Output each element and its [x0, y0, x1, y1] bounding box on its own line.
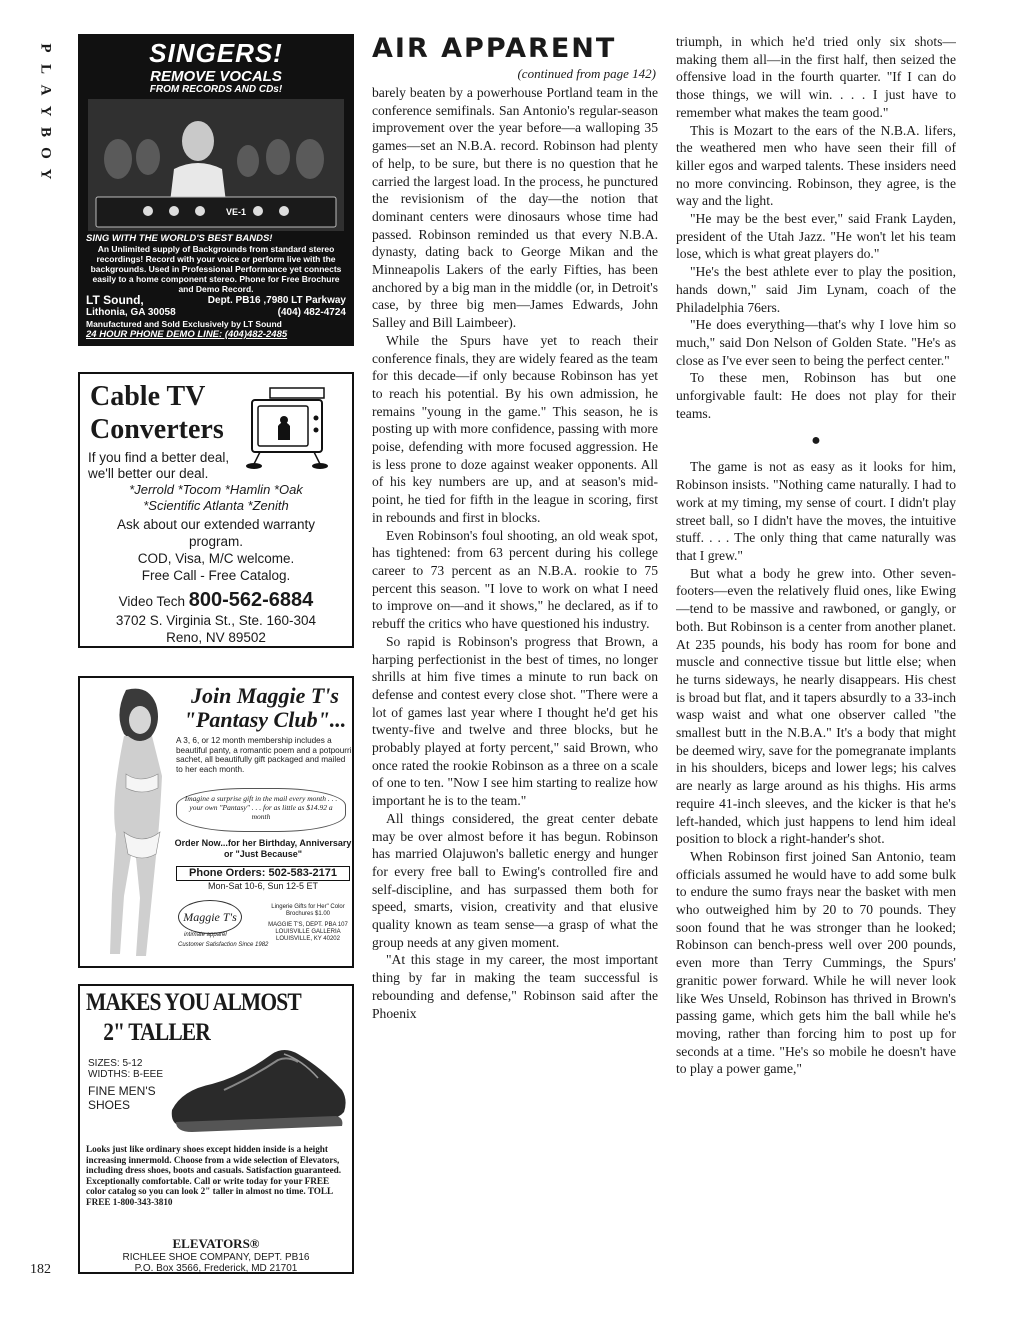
article-paragraph: "He's the best athlete ever to play the position, hands down," said Jim Lynam, coach of the Philadelphia 76ers.	[676, 264, 956, 315]
article-column-1	[372, 84, 658, 1260]
ad-maggie-phone[interactable]: Phone Orders: 502-583-2171	[176, 866, 350, 881]
ad-cable-deal	[88, 450, 229, 482]
ad-elevators[interactable]	[78, 984, 354, 1274]
ad-singers-city-row	[80, 307, 352, 319]
article-paragraph: Even Robinson's foul shooting, an old weak spot, has tightened: from 63 percent during his college career to 73 percent as an N.B.A. rookie to 75 percent this season. "I love to work on what I need to improve on—and it shows," he declared, as if to rebuff the critics who have questioned his industry.	[372, 527, 658, 632]
shoe-icon	[164, 1040, 350, 1145]
masthead-letter: Y	[37, 168, 54, 181]
ad-maggie-logo: Maggie T's	[178, 900, 242, 934]
model-photo	[88, 682, 178, 968]
ad-cable-warranty-line2: program.	[188, 534, 244, 549]
ad-elevators-body: Looks just like ordinary shoes except hidden inside is a height increasing innermold. Choose from a wide selection of Elevators, including dress shoes, boots and casuals. Satisfaction guaranteed. Exceptionally comfortable. Call or write today for your FREE color catalog so you can look 2" taller in almost no time. TOLL FREE 1-800-343-3810	[86, 1144, 342, 1207]
ad-singers-phone[interactable]: (404) 482-4724	[277, 307, 346, 318]
article-paragraph: "At this stage in my career, the most important thing by far in making the team successful is rebounding and defense," Robinson said after the Phoenix	[372, 952, 658, 1021]
ad-cable-street: 3702 S. Virginia St., Ste. 160-304	[115, 613, 317, 628]
ad-singers-subtitle: REMOVE VOCALS	[150, 68, 282, 85]
ad-elevators-title	[86, 988, 301, 1048]
ad-maggie-since: Customer Satisfaction Since 1982	[178, 942, 269, 948]
singer-photo	[88, 99, 344, 231]
article-paragraph: To these men, Robinson has but one unforgivable fault: He does not play for their teams.	[676, 370, 956, 421]
article-paragraph: The game is not as easy as it looks for him, Robinson insists. "Nothing came naturally. I had to work at my timing, my sense of court. I didn't play street ball, so I didn't have the moves, the intuitive stuff. . . . The only thing that came naturally was that I grew."	[676, 459, 956, 563]
ad-elevators-fine	[88, 1084, 156, 1112]
page-number: 182	[30, 1262, 51, 1277]
article-continued: (continued from page 142)	[517, 66, 656, 81]
masthead-letter: L	[37, 63, 54, 75]
ad-maggie-address: MAGGIE T'S, DEPT. PBA 107 LOUISVILLE GALLERIA LOUISVILLE, KY 40202	[268, 922, 348, 942]
tv-illustration-icon	[240, 386, 334, 477]
ad-maggie-order: Order Now...for her Birthday, Anniversary or "Just Because"	[174, 838, 352, 859]
article-column-2	[676, 33, 956, 1287]
ad-singers-city: Lithonia, GA 30058	[86, 307, 176, 318]
ad-elevators-title-line1: MAKES YOU ALMOST	[86, 989, 301, 1016]
masthead-letter: B	[37, 126, 54, 138]
ad-maggie-quote: Imagine a surprise gift in the mail every month . . . your own "Pantasy" . . . for as little as $14.92 a month	[176, 788, 346, 832]
ad-elevators-fine-line2: SHOES	[88, 1098, 131, 1112]
ad-cable-payment: COD, Visa, M/C welcome.	[137, 551, 295, 566]
article-paragraph: While the Spurs have yet to reach their conference finals, they are widely feared as the team for this decade—if only because Robinson has yet to reach his potential. By his own admission, he remains "young in the game." This season, he is posting up with more confidence, passing with more poise, defending with more focused aggression. He is less prone to doze against weaker opponents. All of his key numbers are up, and at season's mid-point, he tied for fifth in the league in scoring, first in rebounds and first in blocks.	[372, 332, 658, 525]
ad-singers-company-row	[80, 294, 352, 307]
article-paragraph: "He does everything—that's why I love him so much," said Don Nelson of Golden State. "He's as close as I've ever seen to being the perfect center."	[676, 317, 956, 368]
article-paragraph: All things considered, the great center debate may be over almost before it has begun. Robinson has married Olajuwon's balletic energy and hunger for every free ball to Ewing's controlled fire and self-discipline, and has surpassed them both for speed, smarts, vision, creativity and that elusive quality known as team sense—a grasp of what the group needs at any given moment.	[372, 810, 658, 950]
ad-maggie-logo-sub: intimate apparel	[184, 932, 227, 938]
ad-maggie-hours: Mon-Sat 10-6, Sun 12-5 ET	[207, 881, 319, 891]
masthead-letter: Y	[37, 105, 54, 118]
ad-singers-tagline: SING WITH THE WORLD'S BEST BANDS!	[86, 233, 273, 244]
masthead-letter: P	[37, 43, 54, 54]
ad-cable-deal-line1: If you find a better deal,	[88, 450, 230, 465]
ad-cable-address	[80, 612, 352, 646]
ad-elevators-company: RICHLEE SHOE COMPANY, DEPT. PB16	[122, 1252, 310, 1263]
ad-singers-subtitle2: FROM RECORDS AND CDs!	[149, 84, 283, 95]
section-break-bullet: ●	[811, 432, 821, 450]
article-paragraph: triumph, in which he'd tried only six shots—making them all—in the first half, then seized the offensive load in the fourth quarter. "If I can do those things, we will win. . . . I just have to remember what makes the team good."	[676, 34, 956, 120]
article-headline: AIR APPARENT	[372, 33, 617, 64]
article-paragraph: But what a body he grew into. Other seven-footers—even the relatively fluid ones, like Ewing—tend to be massive and rawboned, or gangly, or both. But Robinson is a center from another planet. At 235 pounds, his body has room for bone and muscle and connective tissue but little else; when he turns sideways, he nearly disappears. His chest is broad but flat, and it tapers absurdly to a 33-inch wasp waist and what one observer called "the smallest butt in the N.B.A." It's a body that might be deemed wiry, save for the pomegranate implants in his shoulders, biceps and lower legs; his calves are nearly as large around as his thighs. His arms require 41-inch sleeves, and the kicker is that he's left-handed, which just happens to lend him ideal position to block a right-hander's shot.	[676, 565, 956, 847]
article-paragraph: When Robinson first joined San Antonio, team officials assumed he would have to add some bulk to endure the sumo frays near the basket with men who outweighed him by 20 to 70 pounds. They soon found that he was stronger than he looked; Robinson can bench-press well over 200 pounds, even more than Terry Cummings, the Spurs' granitic power forward. While he will never look like Wes Unseld, Robinson has thrived in Brown's passing game, which gets him the ball while he's moving, rather than forcing him to post up for seconds at a time. "He's so mobile he doesn't have to play a power game,"	[676, 848, 956, 1077]
ad-singers-manufactured: Manufactured and Sold Exclusively by LT Sound	[86, 319, 282, 329]
ad-singers-company: LT Sound,	[86, 293, 144, 307]
article-paragraph: barely beaten by a powerhouse Portland team in the conference semifinals. San Antonio's regular-season improvement over the year before—a walloping 35 games—set an N.B.A. record. Robinson had plenty of help, to be sure, but there is no question that he carried the largest load. In the process, he punctured the revisionism of the day—the notion that dominant centers were dinosaurs whose time had passed. Robinson reminded us that every N.B.A. dynasty, dating back to George Mikan and the Minneapolis Lakers of the early Fifties, has been anchored by a big man in the middle (or, in Detroit's case, by three big men—James Edwards, John Salley and Bill Laimbeer).	[372, 85, 658, 331]
ad-elevators-title-line2: 2" TALLER	[103, 1019, 210, 1046]
svg-text:VE-1: VE-1	[226, 207, 247, 217]
ad-singers-title: SINGERS!	[149, 38, 283, 68]
ad-cable-brands	[80, 482, 352, 514]
ad-cable-brands-line2: *Scientific Atlanta *Zenith	[143, 498, 289, 513]
ad-cable-free: Free Call - Free Catalog.	[141, 568, 291, 583]
article-paragraph: This is Mozart to the ears of the N.B.A. lifers, the weathered men who have seen their fill of killer egos and warped talents. These insiders need no more convincing. Robinson, they agree, is the way and the light.	[676, 122, 956, 209]
ad-maggie-desc: A 3, 6, or 12 month membership includes a beautiful panty, a romantic poem and a potpourri sachet, all beautifully gift packaged and mailed to her each month.	[176, 736, 352, 774]
ad-maggie-title: Join Maggie T's "Pantasy Club"...	[183, 683, 347, 732]
masthead-letter: O	[37, 147, 54, 160]
ad-elevators-brand: ELEVATORS®	[172, 1236, 260, 1251]
ad-cable-warranty-line1: Ask about our extended warranty	[116, 517, 316, 532]
article-paragraph: So rapid is Robinson's progress that Brown, a harping perfectionist in the best of times, no longer shrills at him five times a minute to run back on defense and contest every close shot. "There were a lot of games last year where I thought he'd get his twenty-five and twelve and three blocks, but he probably played at forty percent," said Brown, who once rated the rookie Robinson as a three on a scale of one to ten. "Now I see him starting to realize how important he is to the team."	[372, 633, 658, 809]
ad-singers-demo-line[interactable]: 24 HOUR PHONE DEMO LINE: (404)482-2485	[86, 329, 288, 340]
ad-maggie-pantasy[interactable]	[78, 676, 354, 968]
masthead	[34, 38, 56, 185]
ad-cable-contact	[80, 588, 352, 614]
ad-cable-warranty	[80, 516, 352, 584]
masthead-letter: A	[37, 84, 54, 97]
ad-cable-company: Video Tech	[118, 594, 185, 609]
ad-cable-tv[interactable]	[78, 372, 354, 648]
ad-singers[interactable]	[78, 34, 354, 346]
ad-elevators-sizes: SIZES: 5-12	[88, 1058, 143, 1069]
ad-cable-brands-line1: *Jerrold *Tocom *Hamlin *Oak	[129, 482, 303, 497]
ad-elevators-address: P.O. Box 3566, Frederick, MD 21701	[134, 1263, 298, 1274]
ad-maggie-catalog: Lingerie Gifts for Her" Color Brochures $1.00	[271, 904, 345, 917]
ad-elevators-widths: WIDTHS: B-EEE	[88, 1069, 164, 1080]
ad-cable-title-line1: Cable TV	[90, 381, 206, 412]
ad-elevators-fine-line1: FINE MEN'S	[88, 1084, 156, 1098]
ad-cable-title-line2: Converters	[90, 414, 224, 445]
ad-cable-city: Reno, NV 89502	[166, 630, 266, 645]
ad-cable-title	[90, 380, 224, 446]
ad-cable-deal-line2: we'll better our deal.	[88, 466, 209, 481]
article-paragraph: "He may be the best ever," said Frank Layden, president of the Utah Jazz. "He won't let his team lose, which is what great players do."	[676, 211, 956, 262]
ad-singers-dept: Dept. PB16 ,7980 LT Parkway	[207, 295, 346, 306]
ad-cable-phone[interactable]: 800-562-6884	[188, 589, 314, 611]
ad-elevators-specs	[88, 1058, 163, 1080]
ad-singers-body: An Unlimited supply of Backgrounds from standard stereo recordings! Record with your voice or perform live with the backgrounds. Used in Professional Performance yet connects easily to a home component stereo. Phone for Free Brochure and Demo Record.	[90, 244, 342, 294]
